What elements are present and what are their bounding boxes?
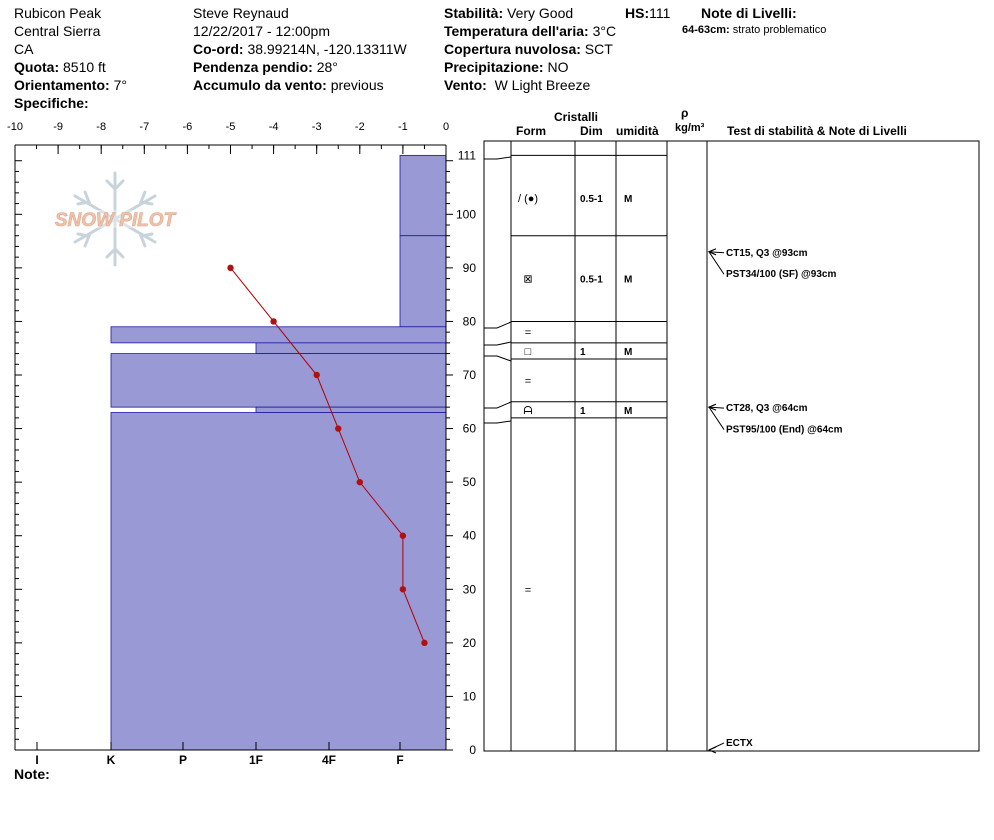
note-label: Note: xyxy=(14,766,50,782)
stability-value: Very Good xyxy=(507,5,574,21)
wind-loading-label: Accumulo da vento: xyxy=(193,77,327,93)
density-symbol: ρ xyxy=(681,106,689,120)
temperature-tick-label: -9 xyxy=(53,121,63,133)
temperature-point xyxy=(357,479,363,485)
height-tick-label: 20 xyxy=(462,635,476,650)
form-header: Form xyxy=(516,124,546,138)
stability-test-label: CT28, Q3 @64cm xyxy=(726,403,808,415)
moisture-value: M xyxy=(624,274,633,286)
stability-arrow xyxy=(709,252,724,274)
specifics-label: Specifiche: xyxy=(14,95,89,111)
temperature-tick-label: -2 xyxy=(354,121,365,133)
height-tick-label: 10 xyxy=(462,689,476,704)
height-tick-label: 111 xyxy=(457,148,476,163)
wind-loading-value: previous xyxy=(330,77,384,93)
moisture-value: M xyxy=(624,194,633,206)
precip-value: NO xyxy=(547,59,569,75)
temperature-tick-label: -10 xyxy=(7,121,23,133)
layer-note-range: 64-63cm: xyxy=(682,24,730,36)
logo-text: SNOW PILOT xyxy=(54,210,176,231)
temperature-tick-label: -1 xyxy=(398,121,408,133)
temperature-point xyxy=(314,372,320,378)
wind-value: W Light Breeze xyxy=(494,77,591,93)
layer-notes-label: Note di Livelli: xyxy=(701,5,797,21)
grain-size: 0.5-1 xyxy=(580,194,603,206)
temperature-point xyxy=(227,265,233,271)
temperature-point xyxy=(400,586,406,592)
sky-value: SCT xyxy=(584,41,613,57)
temperature-point xyxy=(400,533,406,539)
moisture-value: M xyxy=(624,405,633,417)
temperature-tick-label: -6 xyxy=(182,121,193,133)
stability-test-label: CT15, Q3 @93cm xyxy=(726,247,808,259)
slope-label: Pendenza pendio: xyxy=(193,59,313,75)
stability-test-label: PST34/100 (SF) @93cm xyxy=(726,269,837,281)
hs-label: HS: xyxy=(625,5,650,21)
hardness-tick-label: K xyxy=(106,753,116,767)
temperature-tick-label: 0 xyxy=(442,121,450,133)
elevation-value: 8510 ft xyxy=(63,59,106,75)
height-tick-label: 50 xyxy=(462,475,476,490)
aspect-value: 7° xyxy=(113,77,127,93)
hardness-bar xyxy=(400,236,446,327)
height-tick-label: 0 xyxy=(469,743,476,757)
stability-test-label: PST95/100 (End) @64cm xyxy=(726,424,843,436)
stability-header: Test di stabilità & Note di Livelli xyxy=(727,124,907,138)
layer-connector xyxy=(484,342,511,345)
size-header: Dim xyxy=(580,124,603,138)
height-tick-label: 90 xyxy=(462,260,476,275)
height-tick-label: 40 xyxy=(462,528,476,543)
sky-label: Copertura nuvolosa: xyxy=(444,41,581,57)
coord-label: Co-ord: xyxy=(193,41,244,57)
moisture-value: M xyxy=(624,346,633,358)
aspect-label: Orientamento: xyxy=(14,77,110,93)
grain-form-symbol: ⊠ xyxy=(523,273,533,286)
height-tick-label: 30 xyxy=(462,582,476,597)
mountain-range: Central Sierra xyxy=(14,23,101,39)
grain-form-symbol: / (●) xyxy=(517,193,539,206)
stability-label: Stabilità: xyxy=(444,5,504,21)
temperature-point xyxy=(335,425,341,431)
stability-test-label: ECTX xyxy=(726,737,753,749)
observer: Steve Reynaud xyxy=(193,5,289,21)
hardness-bar xyxy=(256,407,446,412)
air-temp-label: Temperatura dell'aria: xyxy=(444,23,589,39)
grain-size: 1 xyxy=(580,346,586,358)
hardness-tick-label: I xyxy=(35,753,39,767)
hardness-tick-label: 1F xyxy=(248,753,264,767)
air-temp-value: 3°C xyxy=(592,23,617,39)
hardness-bar xyxy=(111,413,446,750)
layer-connector xyxy=(484,421,511,423)
hardness-bar xyxy=(111,354,446,408)
slope-value: 28° xyxy=(316,59,338,75)
layer-connector xyxy=(484,157,511,159)
temperature-tick-label: -8 xyxy=(96,121,107,133)
grain-form-symbol: = xyxy=(524,375,532,388)
layer-connector xyxy=(484,402,511,408)
height-tick-label: 70 xyxy=(462,368,476,383)
temperature-point xyxy=(270,318,276,324)
location-name: Rubicon Peak xyxy=(14,5,102,21)
precip-label: Precipitazione: xyxy=(444,59,544,75)
stability-arrow xyxy=(709,407,724,429)
layer-connector xyxy=(484,322,511,328)
temperature-point xyxy=(421,640,427,646)
layers-table-frame xyxy=(484,141,979,751)
hardness-tick-label: P xyxy=(178,753,188,767)
grain-size: 0.5-1 xyxy=(580,274,603,286)
crystals-header: Cristalli xyxy=(554,110,599,124)
date-time: 12/22/2017 - 12:00pm xyxy=(193,23,330,39)
height-tick-label: 100 xyxy=(455,207,476,222)
hs-value: 111 xyxy=(649,5,671,21)
hardness-tick-label: F xyxy=(396,753,404,767)
grain-form-symbol: = xyxy=(524,584,532,597)
state: CA xyxy=(14,41,34,57)
hardness-bar xyxy=(400,155,446,235)
temperature-tick-label: -3 xyxy=(311,121,322,133)
wind-label: Vento: xyxy=(444,77,487,93)
temperature-tick-label: -7 xyxy=(139,121,150,133)
temperature-tick-label: -5 xyxy=(225,121,236,133)
grain-form-symbol: ᗩ xyxy=(523,404,533,417)
height-tick-label: 80 xyxy=(462,314,476,329)
temperature-tick-label: -4 xyxy=(268,121,279,133)
height-tick-label: 60 xyxy=(462,421,476,436)
hardness-bar xyxy=(256,343,446,354)
density-unit: kg/m³ xyxy=(675,122,705,134)
hardness-bar xyxy=(111,327,446,343)
moisture-header: umidità xyxy=(616,124,659,138)
grain-size: 1 xyxy=(580,405,586,417)
grain-form-symbol: □ xyxy=(524,345,532,358)
elevation-label: Quota: xyxy=(14,59,60,75)
coord-value: 38.99214N, -120.13311W xyxy=(247,41,407,57)
layer-connector xyxy=(484,356,511,361)
hardness-tick-label: 4F xyxy=(321,753,337,767)
layer-note-text: strato problematico xyxy=(732,24,827,36)
grain-form-symbol: = xyxy=(524,327,532,340)
